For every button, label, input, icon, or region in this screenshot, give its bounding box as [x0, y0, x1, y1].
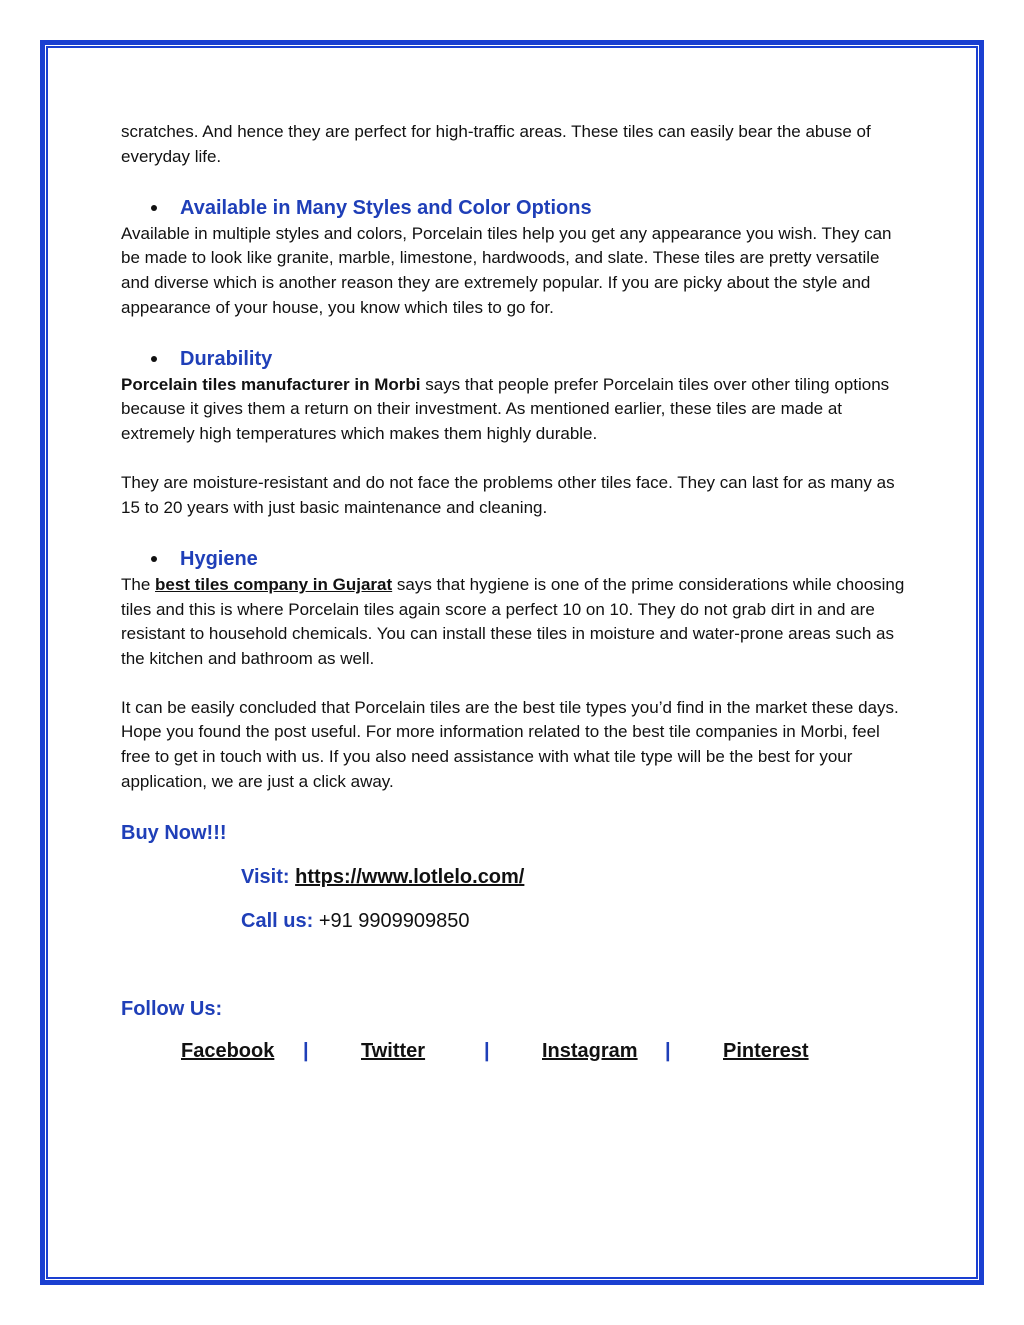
manufacturer-keyword: Porcelain tiles manufacturer in Morbi: [121, 374, 421, 394]
section-durability-body-2: They are moisture-resistant and do not face the problems other tiles face. They can last for as many as 15 to 20 years with just basic maintenance and cleaning.: [121, 473, 895, 517]
website-link[interactable]: https://www.lotlelo.com/: [295, 865, 525, 888]
visit-label: Visit:: [241, 865, 290, 888]
section-heading-hygiene: [151, 545, 911, 573]
bullet-icon: [151, 205, 157, 211]
section-durability-body: [121, 373, 911, 447]
bullet-icon: [151, 356, 157, 362]
section-heading-styles: [151, 194, 911, 222]
section-heading-durability-text: Durability: [180, 347, 273, 370]
section-heading-styles-text: Available in Many Styles and Color Options: [180, 196, 592, 219]
section-heading-durability: [151, 345, 911, 373]
visit-row: [241, 863, 911, 891]
section-heading-hygiene-text: Hygiene: [180, 547, 258, 570]
bullet-icon: [151, 556, 157, 562]
facebook-link[interactable]: Facebook: [181, 1039, 275, 1062]
call-label: Call us:: [241, 909, 314, 932]
section-hygiene-body-text: says that hygiene is one of the prime considerations while choosing tiles and this is where Porcelain tiles again score a perfect 10 on 10. They do not grab dirt in and are resistant to household chemicals. You can install these tiles in moisture and water-prone areas such as the kitchen and bathroom as well.: [121, 574, 905, 668]
call-row: [241, 907, 911, 935]
instagram-link[interactable]: Instagram: [542, 1039, 638, 1062]
separator: |: [303, 1039, 309, 1062]
hygiene-prefix: The: [121, 574, 156, 594]
phone-number: +91 9909909850: [318, 909, 470, 932]
intro-paragraph: scratches. And hence they are perfect for high-traffic areas. These tiles can easily bear the abuse of everyday life.: [121, 122, 871, 166]
document-body: [121, 120, 911, 1069]
social-links: [121, 1039, 911, 1069]
conclusion-paragraph: It can be easily concluded that Porcelain tiles are the best tile types you’d find in the market these days. Hope you found the post useful. For more information related to the best tile companies in Morbi, feel free to get in touch with us. If you also need assistance with what tile type will be the best for your application, we are just a click away.: [121, 697, 899, 791]
section-durability-body-text: says that people prefer Porcelain tiles over other tiling options because it gives them a return on their investment. As mentioned earlier, these tiles are made at extremely high temperatures which makes them highly durable.: [121, 374, 890, 443]
buy-now-heading: Buy Now!!!: [121, 821, 227, 844]
best-tiles-company-link[interactable]: best tiles company in Gujarat: [155, 574, 393, 594]
follow-us-heading: Follow Us:: [121, 997, 223, 1020]
section-styles-body: Available in multiple styles and colors, Porcelain tiles help you get any appearance you wish. They can be made to look like granite, marble, limestone, hardwoods, and slate. These tiles are pretty versatile and diverse which is another reason they are extremely popular. If you are picky about the style and appearance of your house, you know which tiles to go for.: [121, 223, 892, 317]
section-hygiene-body: [121, 573, 911, 671]
pinterest-link[interactable]: Pinterest: [723, 1039, 809, 1062]
separator: |: [484, 1039, 490, 1062]
separator: |: [665, 1039, 671, 1062]
twitter-link[interactable]: Twitter: [361, 1039, 426, 1062]
